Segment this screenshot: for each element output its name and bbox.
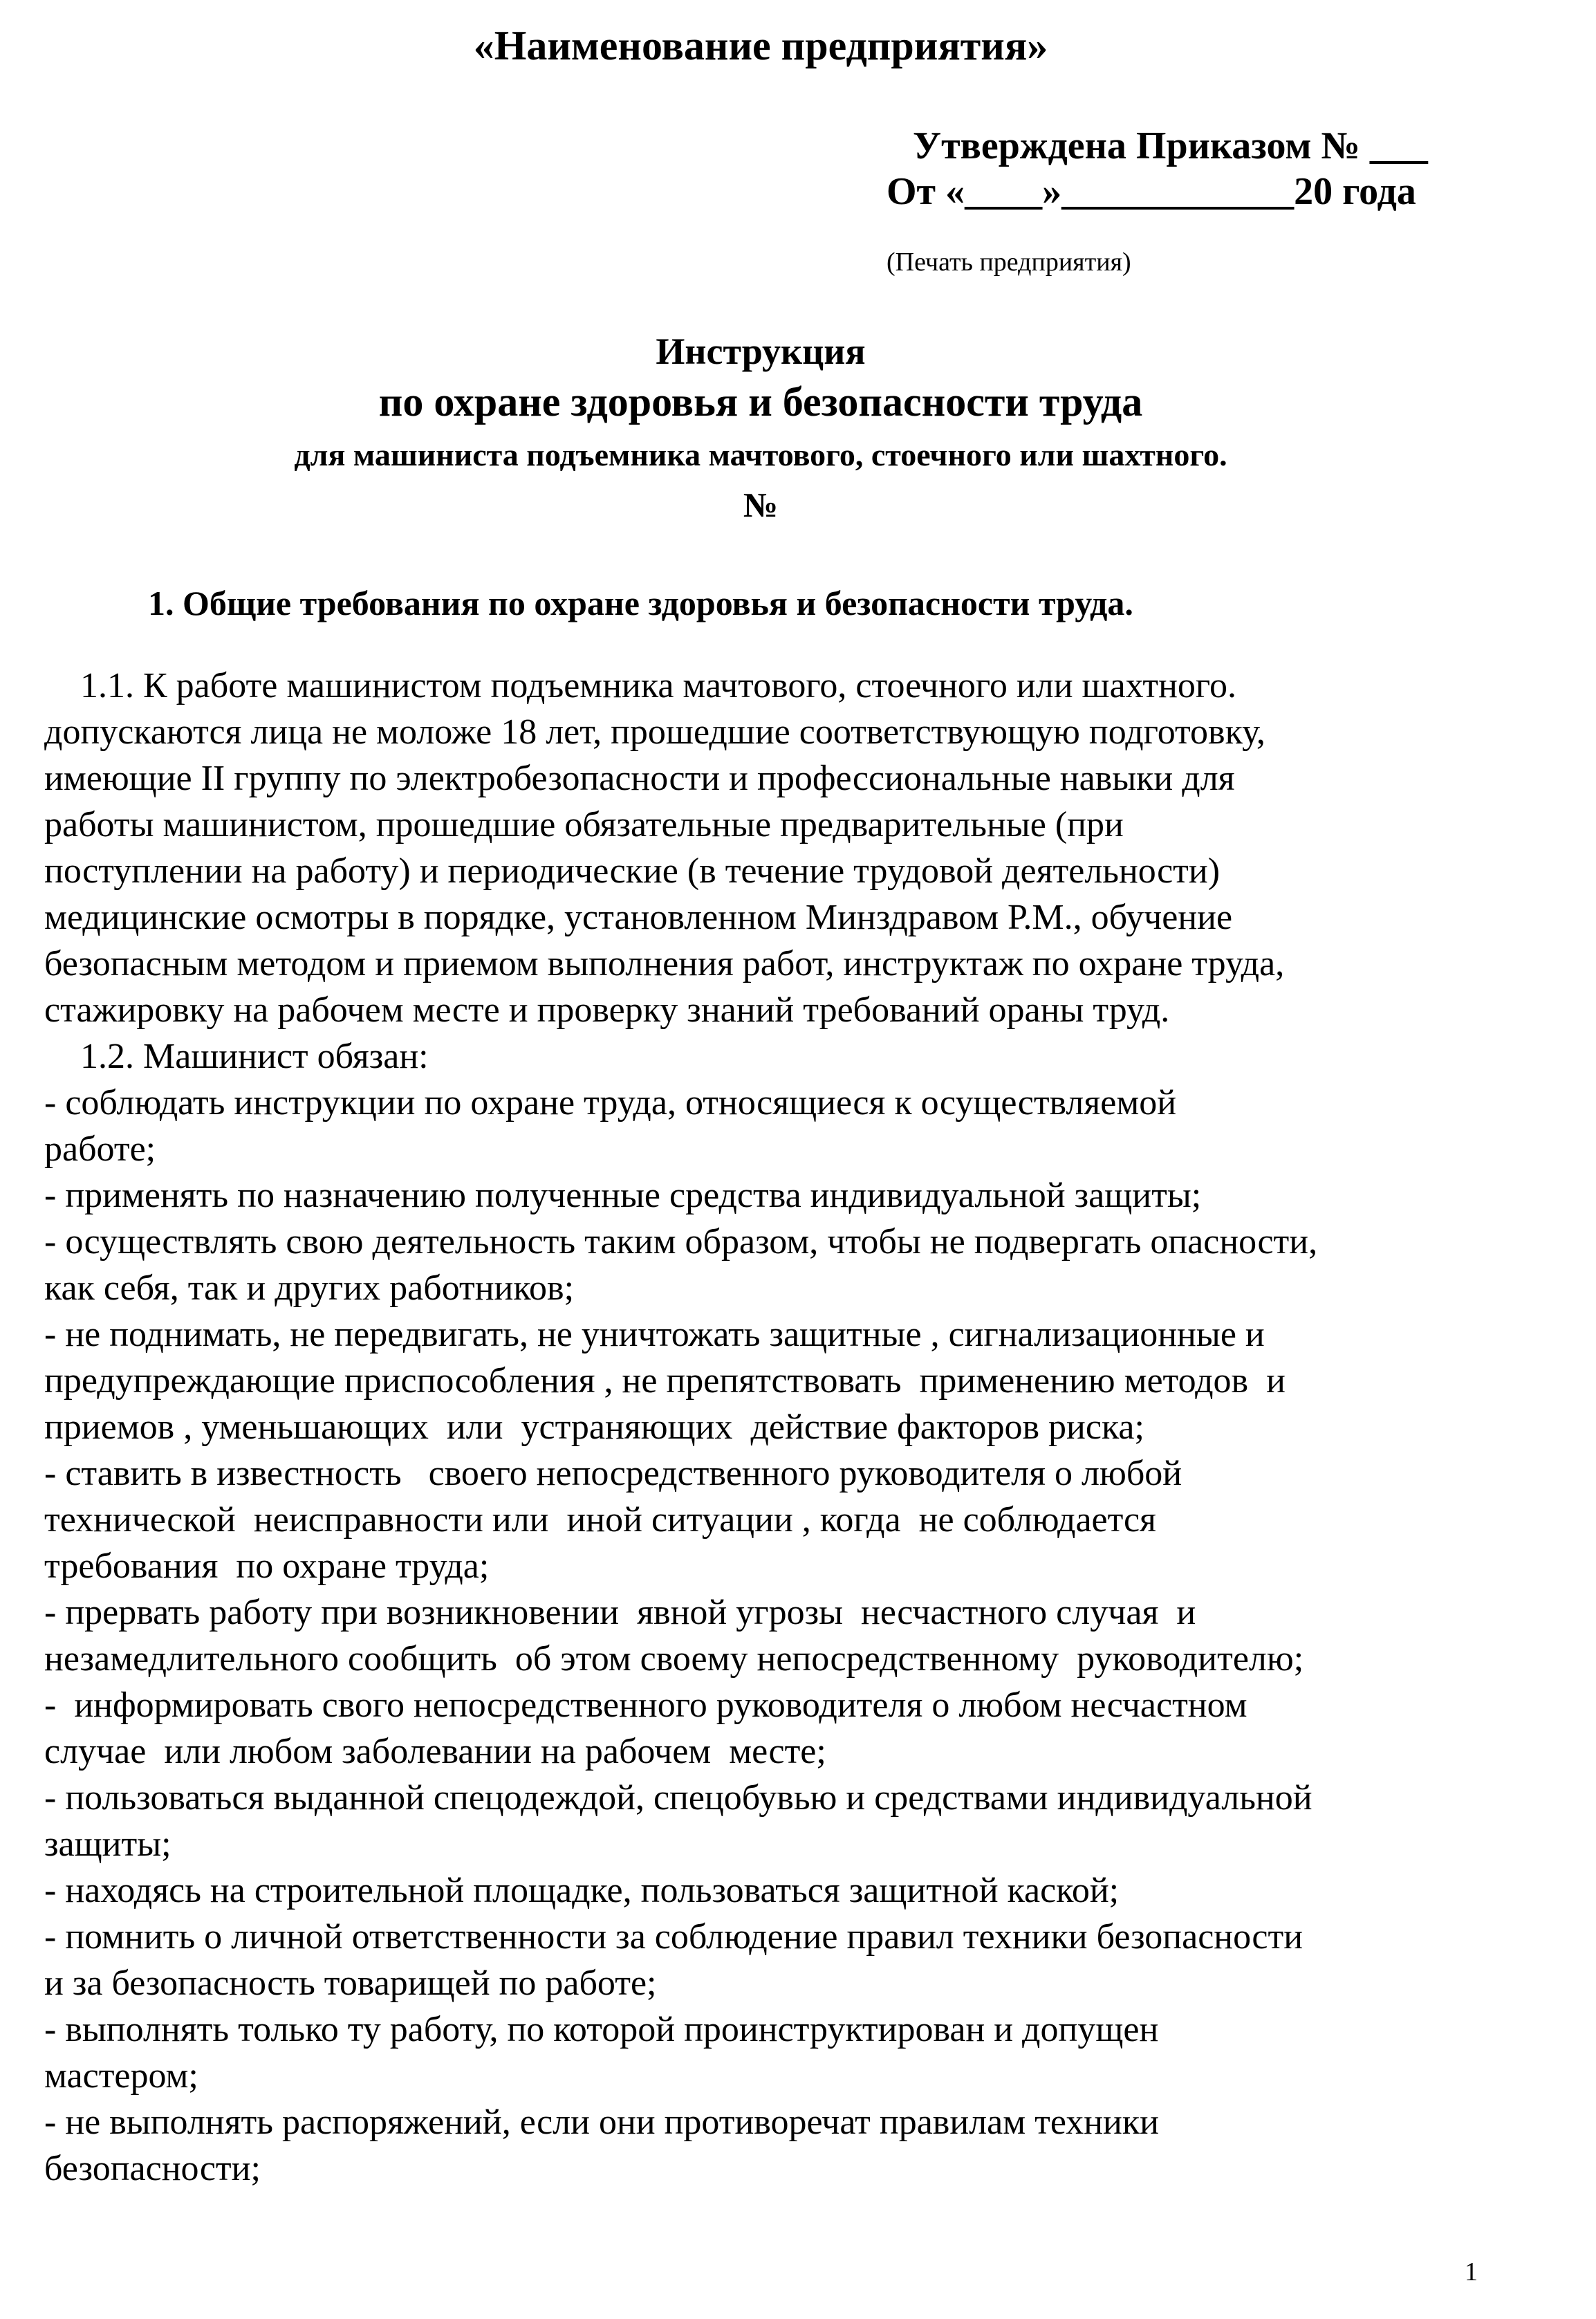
body-line: имеющие II группу по электробезопасности и профессиональные навыки для (44, 759, 1235, 798)
body-line: работе; (44, 1129, 156, 1169)
body-line: технической неисправности или иной ситуации , когда не соблюдается (44, 1500, 1156, 1540)
body-line: поступлении на работу) и периодические (в течение трудовой деятельности) (44, 851, 1221, 891)
body-line: - ставить в известность своего непосредственного руководителя о любой (44, 1454, 1182, 1493)
body-line: работы машинистом, прошедшие обязательные предварительные (при (44, 805, 1124, 844)
body-line: как себя, так и других работников; (44, 1268, 575, 1308)
body-line: защиты; (44, 1824, 171, 1864)
body-line: - не выполнять распоряжений, если они противоречат правилам техники (44, 2103, 1159, 2142)
body-line: - осуществлять свою деятельность таким образом, чтобы не подвергать опасности, (44, 1222, 1318, 1262)
body-line: 1.2. Машинист обязан: (44, 1037, 429, 1076)
body-line: - не поднимать, не передвигать, не уничтожать защитные , сигнализационные и (44, 1315, 1265, 1354)
document-subtitle: по охране здоровья и безопасности труда (378, 379, 1143, 425)
body-line: - соблюдать инструкции по охране труда, относящиеся к осуществляемой (44, 1083, 1177, 1122)
body-line: - пользоваться выданной спецодеждой, спецобувью и средствами индивидуальной (44, 1778, 1312, 1818)
body-line: - помнить о личной ответственности за соблюдение правил техники безопасности (44, 1917, 1303, 1957)
body-line: приемов , уменьшающих или устраняющих действие факторов риска; (44, 1407, 1144, 1447)
body-line: допускаются лица не моложе 18 лет, прошедшие соответствующую подготовку, (44, 712, 1265, 752)
document-subtitle-target: для машиниста подъемника мачтового, стоечного или шахтного. (294, 437, 1227, 472)
section-heading: 1. Общие требования по охране здоровья и безопасности труда. (148, 584, 1133, 622)
company-name: «Наименование предприятия» (473, 23, 1048, 68)
body-line: - применять по назначению полученные средства индивидуальной защиты; (44, 1176, 1202, 1215)
body-line: случае или любом заболевании на рабочем месте; (44, 1732, 826, 1771)
body-line: предупреждающие приспособления , не препятствовать применению методов и (44, 1361, 1286, 1401)
body-line: мастером; (44, 2056, 198, 2096)
body-line: - прервать работу при возникновении явной угрозы несчастного случая и (44, 1593, 1196, 1632)
body-line: 1.1. К работе машинистом подъемника мачтового, стоечного или шахтного. (44, 666, 1236, 705)
approval-order-line: Утверждена Приказом № ___ (913, 124, 1428, 167)
body-line: и за безопасность товарищей по работе; (44, 1964, 657, 2003)
body-line: - информировать свого непосредственного руководителя о любом несчастном (44, 1685, 1247, 1725)
body-line: - выполнять только ту работу, по которой проинструктирован и допущен (44, 2010, 1159, 2049)
approval-date-line: От «____»____________20 года (887, 170, 1416, 213)
document-title: Инструкция (656, 331, 866, 372)
page-number: 1 (1465, 2257, 1478, 2286)
body-line: безопасности; (44, 2149, 261, 2188)
section-body (44, 663, 1496, 2192)
body-line: медицинские осмотры в порядке, установленном Минздравом Р.М., обучение (44, 898, 1233, 937)
body-line: требования по охране труда; (44, 1546, 490, 1586)
document-number: № (743, 486, 779, 524)
body-line: незамедлительного сообщить об этом своему непосредственному руководителю; (44, 1639, 1304, 1679)
stamp-note: (Печать предприятия) (887, 248, 1131, 277)
body-line: - находясь на строительной площадке, пользоваться защитной каской; (44, 1871, 1120, 1910)
body-line: безопасным методом и приемом выполнения работ, инструктаж по охране труда, (44, 944, 1285, 983)
body-line: стажировку на рабочем месте и проверку знаний требований ораны труд. (44, 990, 1170, 1030)
